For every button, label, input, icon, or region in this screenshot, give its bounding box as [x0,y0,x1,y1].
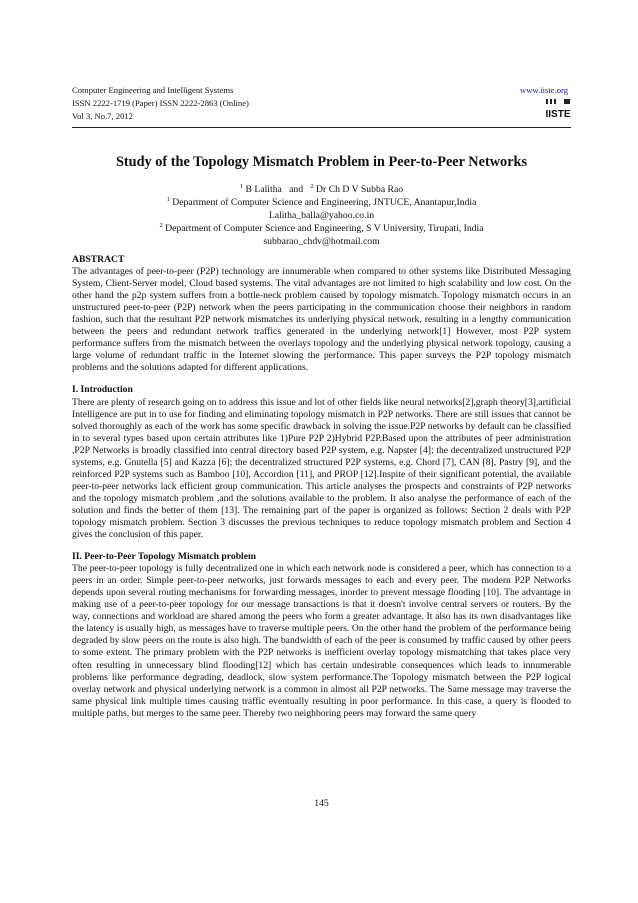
author-and: and [289,184,304,195]
header-divider [72,127,571,128]
author1-sup: 1 [239,182,244,190]
paper-title: Study of the Topology Mismatch Problem in Peer-to-Peer Networks [115,154,528,170]
iiste-logo [544,98,572,120]
section-1-heading: I. Introduction [72,384,133,396]
affiliation-1: $^1$ Department of Computer Science and Engineering, JNTUCE, Anantapur,India [166,195,477,208]
page-number: 145 [314,798,329,809]
author1-name: B Lalitha [245,184,282,195]
affiliation-2: $^2$ Department of Computer Science and Engineering, S V University, Tirupati, India [159,221,484,234]
section-1-text: There are plenty of research going on to address this issue and lot of other fields like neural networks[2],graph theory[3],artificial Intelligence are put in to use for finding and eliminating topology mismatch in P2P networks. There are still issues that cannot be solved thoroughly as each of the work has some specific drawback in solving the issue.P2P networks by default can be classified in to several types based upon certain attributes like 1)Pure P2P 2)Hybrid P2P.Based upon the attributes of peer administration ,P2P Networks is broadly classified into central directory based P2P system, e.g. Napster [4]; the decentralized unstructured P2P systems, e.g. Gnutella [5] and Kazza [6]; the decentralized structured P2P systems, e.g. Chord [7], CAN [8], Pastry [9], and the reinforced P2P systems such as Bamboo [10], Accordion [11], and PROP [12].Inspite of their significant potential, the available peer-to-peer networks lack efficient group communication. This article analyses the prospects and constraints of P2P networks and the topology mismatch problem ,and the solutions available to the problem. It also analyse the performance of each of the solution and finds the better of them [13]. The remaining part of the paper is organized as follows: Section 2 deals with P2P topology mismatch problem. Section 3 discusses the previous techniques to reduce topology mismatch problem and Section 4 gives the conclusion of this paper. [72,396,571,541]
journal-issn: ISSN 2222-1719 (Paper) ISSN 2222-2863 (Online) [72,98,249,109]
logo-text: IISTE [545,109,571,120]
journal-volume: Vol 3, No.7, 2012 [72,111,133,122]
author-line [72,183,571,196]
email-1: Lalitha_balla@yahoo.co.in [268,210,375,221]
abstract-heading: ABSTRACT [72,254,125,265]
section-2-text: The peer-to-peer topology is fully decentralized one in which each network node is considered a peer, which has connection to a peers in an order. Simple peer-to-peer networks, just forwards messages to each and every peer. The modern P2P Networks depends upon several routing mechanisms for forwarding messages, inorder to prevent message flooding [10]. The advantage in making use of a peer-to-peer topology for our message transactions is that it doesn't involve central servers or routers. By the way, connections and workload are shared among the peers who form a greater advantage. It also has its own disadvantages like the latency is usually high, as messages have to traverse multiple peers. On the other hand the problem of the performance being degraded by slow peers on the route is also high. The bandwidth of each of the peer is consumed by traffic caused by other peers to some extent. The primary problem with the P2P networks is inefficient overlay topology mismatching that takes place very often resulting in unnecessary blind flooding[12] which has certain undesirable consequences which leads to innumerable problems like performance degrading, deadlock, slow system performance.The Topology mismatch between the P2P logical overlay network and physical underlying network is a common in almost all P2P networks. The Same message may traverse the same physical link multiple times causing traffic eventually resulting in poor performance. In this case, a query is flooded to multiple paths, but merges to the same peer. Thereby two neighboring peers may forward the same query [72,563,571,719]
section-2-heading: II. Peer-to-Peer Topology Mismatch problem [72,551,257,563]
journal-name: Computer Engineering and Intelligent Systems [72,85,234,95]
email-2: subbarao_chdv@hotmail.com [263,236,380,247]
author-block [72,183,571,248]
journal-header [72,84,392,124]
paper-body [72,254,571,720]
abstract-text: The advantages of peer-to-peer (P2P) technology are innumerable when compared to other systems like Distributed Messaging System, Client-Server model, Cloud based systems. The vital advantages are not limited to high scalability and low cost. On the other hand the p2p system suffers from a bottle-neck problem caused by topology mismatch. Topology mismatch occurs in an unstructured peer-to-peer (P2P) network when the peers participating in the communication choose their neighbors in random fashion, such that the resultant P2P network mismatches its underlying physical network, resulting in a lengthy communication between the peers and redundant network traffics generated in the underlying network[1] However, most P2P system performance suffers from the mismatch between the overlays topology and the underlying physical network topology, causing a large volume of redundant traffic in the Internet slowing the performance. This paper surveys the P2P topology mismatch problems and the solutions adapted for different applications. [72,266,571,374]
author2-name: Dr Ch D V Subba Rao [316,184,404,195]
author2-sup: 2 [310,182,314,190]
journal-website-link[interactable]: www.iiste.org [520,85,568,95]
